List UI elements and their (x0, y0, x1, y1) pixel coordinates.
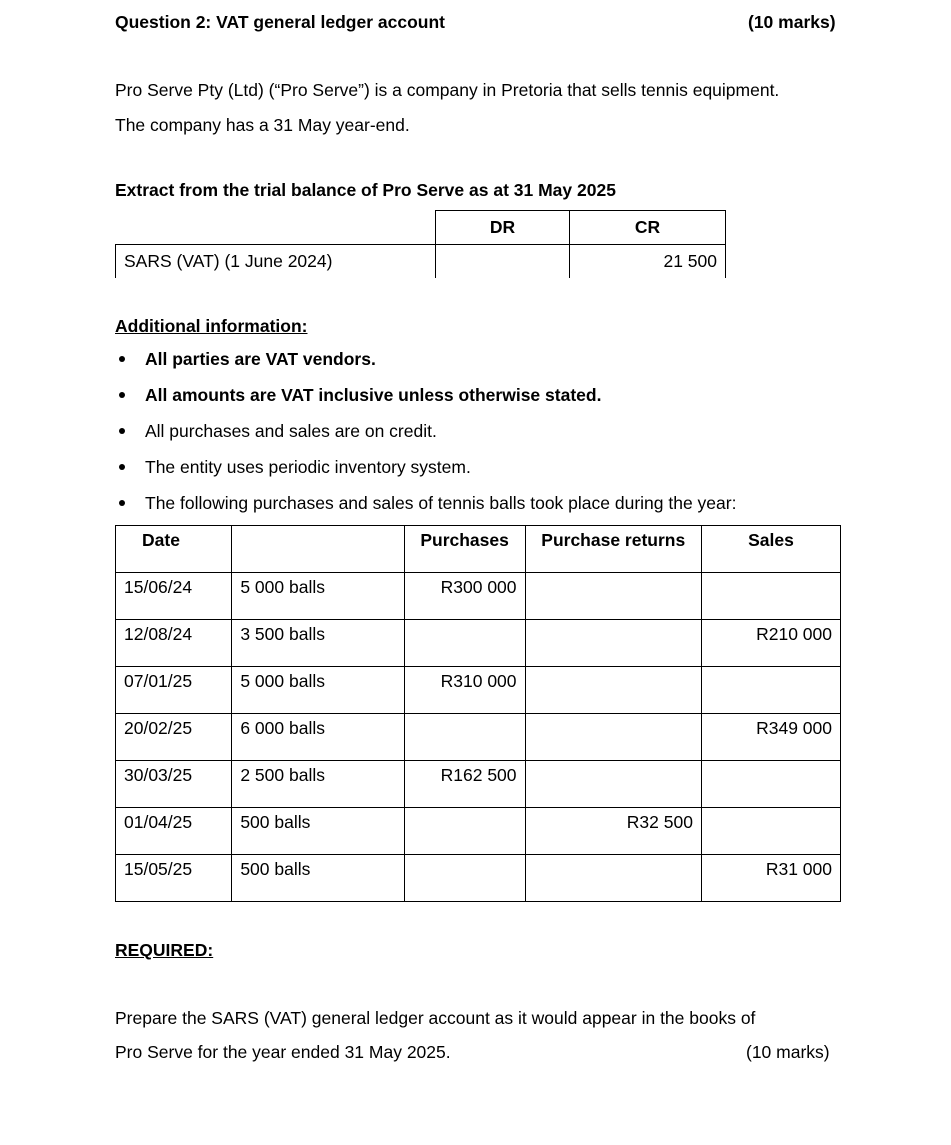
intro-line-1: Pro Serve Pty (Ltd) (“Pro Serve”) is a company in Pretoria that sells tennis equipment. (115, 80, 780, 100)
cell-date: 15/05/25 (116, 855, 232, 902)
transactions-header-row (116, 526, 841, 573)
cell-purchases: R310 000 (404, 667, 525, 714)
question-marks: (10 marks) (748, 12, 836, 32)
trial-balance-header-blank (116, 211, 436, 245)
cell-description: 5 000 balls (232, 667, 404, 714)
col-description (232, 526, 404, 573)
cell-date: 30/03/25 (116, 761, 232, 808)
required-line-2: Pro Serve for the year ended 31 May 2025. (115, 1042, 451, 1062)
trial-balance-header-row (116, 211, 726, 245)
table-row (116, 855, 841, 902)
cell-purchases (404, 855, 525, 902)
col-date: Date (116, 526, 232, 573)
intro-line-2: The company has a 31 May year-end. (115, 115, 410, 135)
list-item: All purchases and sales are on credit. (115, 417, 736, 453)
table-row (116, 573, 841, 620)
col-purchase-returns: Purchase returns (525, 526, 701, 573)
cell-purchase-returns (525, 761, 701, 808)
cell-purchase-returns (525, 573, 701, 620)
cell-description: 5 000 balls (232, 573, 404, 620)
cell-sales: R210 000 (701, 620, 840, 667)
cell-purchases (404, 620, 525, 667)
cell-purchase-returns (525, 714, 701, 761)
cell-sales: R349 000 (701, 714, 840, 761)
trial-balance-col-cr: CR (570, 211, 726, 245)
cell-description: 3 500 balls (232, 620, 404, 667)
col-purchases: Purchases (404, 526, 525, 573)
trial-balance-row-label: SARS (VAT) (1 June 2024) (116, 245, 436, 279)
list-item: All parties are VAT vendors. (115, 345, 736, 381)
table-row (116, 667, 841, 714)
cell-purchases (404, 808, 525, 855)
question-title: Question 2: VAT general ledger account (115, 12, 445, 32)
list-item: The following purchases and sales of tennis balls took place during the year: (115, 489, 736, 525)
cell-description: 6 000 balls (232, 714, 404, 761)
transactions-table (115, 525, 841, 902)
additional-info-list (115, 345, 736, 525)
trial-balance-table (115, 210, 726, 278)
cell-date: 01/04/25 (116, 808, 232, 855)
table-row (116, 714, 841, 761)
cell-sales (701, 761, 840, 808)
table-row (116, 808, 841, 855)
cell-date: 15/06/24 (116, 573, 232, 620)
table-row (116, 245, 726, 279)
cell-description: 500 balls (232, 855, 404, 902)
cell-purchase-returns (525, 620, 701, 667)
table-row (116, 620, 841, 667)
col-sales: Sales (701, 526, 840, 573)
trial-balance-row-dr (435, 245, 569, 279)
cell-date: 20/02/25 (116, 714, 232, 761)
cell-date: 12/08/24 (116, 620, 232, 667)
cell-purchases (404, 714, 525, 761)
cell-description: 500 balls (232, 808, 404, 855)
cell-date: 07/01/25 (116, 667, 232, 714)
cell-description: 2 500 balls (232, 761, 404, 808)
cell-purchases: R300 000 (404, 573, 525, 620)
list-item: All amounts are VAT inclusive unless otherwise stated. (115, 381, 736, 417)
cell-purchase-returns: R32 500 (525, 808, 701, 855)
cell-purchase-returns (525, 855, 701, 902)
cell-sales (701, 667, 840, 714)
trial-balance-heading: Extract from the trial balance of Pro Serve as at 31 May 2025 (115, 180, 616, 200)
required-marks: (10 marks) (746, 1042, 830, 1062)
required-heading: REQUIRED: (115, 940, 214, 960)
cell-sales (701, 808, 840, 855)
table-row (116, 761, 841, 808)
cell-sales: R31 000 (701, 855, 840, 902)
list-item: The entity uses periodic inventory system. (115, 453, 736, 489)
cell-sales (701, 573, 840, 620)
cell-purchases: R162 500 (404, 761, 525, 808)
cell-purchase-returns (525, 667, 701, 714)
required-line-1: Prepare the SARS (VAT) general ledger account as it would appear in the books of (115, 1008, 756, 1028)
trial-balance-row-cr: 21 500 (570, 245, 726, 279)
trial-balance-col-dr: DR (435, 211, 569, 245)
additional-info-heading: Additional information: (115, 316, 308, 336)
